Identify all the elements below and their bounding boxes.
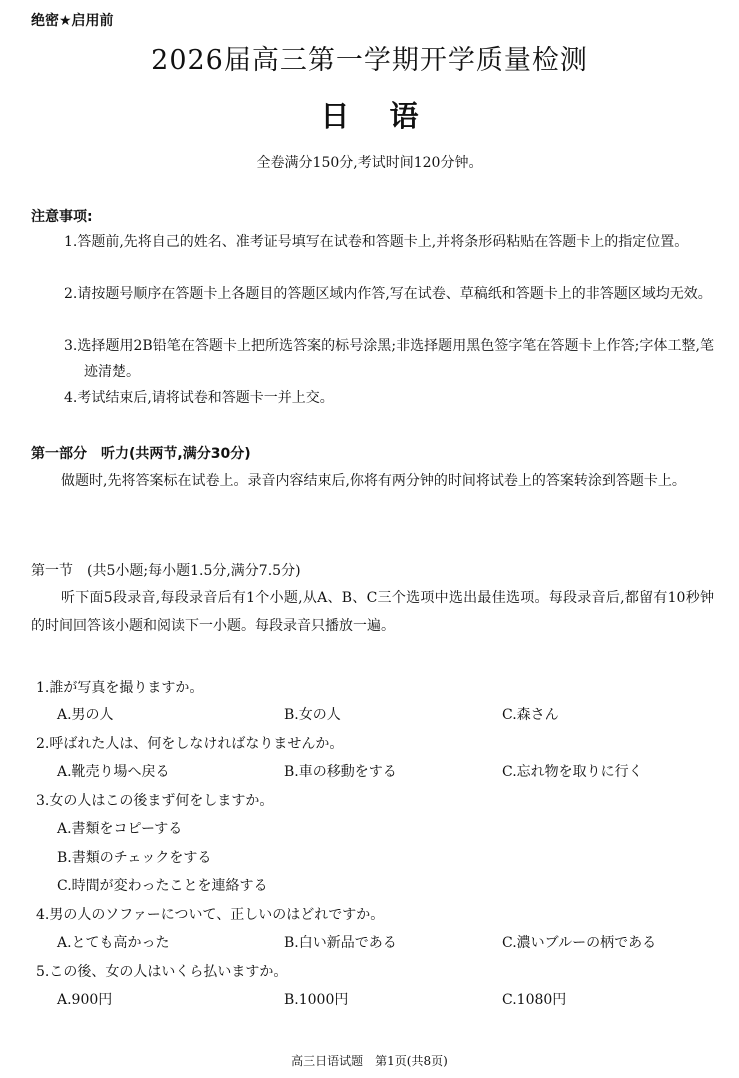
option-4a: A.とても高かった [57, 935, 170, 951]
option-2b: B.車の移動をする [284, 764, 397, 780]
part1-instruction: 做题时,先将答案标在试卷上。录音内容结束后,你将有两分钟的时间将试卷上的答案转涂到答题卡上。 [61, 473, 686, 489]
page-footer: 高三日语试题 第1页(共8页) [291, 1054, 448, 1068]
subject-title: 日语 [320, 99, 459, 133]
option-4c: C.濃いブルーの柄である [502, 935, 657, 951]
option-5c: C.1080円 [502, 992, 567, 1008]
option-3c: C.時間が変わったことを連絡する [57, 878, 268, 894]
option-5b: B.1000円 [284, 992, 349, 1008]
notice-item: 4.考试结束后,请将试卷和答题卡一并上交。 [64, 390, 334, 406]
notice-item: 3.选择题用2B铅笔在答题卡上把所选答案的标号涂黑;非选择题用黑色签字笔在答题卡上作答;字体工整,笔迹清楚。 [64, 338, 714, 380]
part1-heading: 第一部分 听力(共两节,满分30分) [31, 446, 251, 462]
option-3b: B.書類のチェックをする [57, 850, 212, 866]
question-3: 3.女の人はこの後まず何をしますか。 [36, 793, 274, 809]
option-1b: B.女の人 [284, 707, 341, 723]
notice-item: 1.答题前,先将自己的姓名、准考证号填写在试卷和答题卡上,并将条形码粘贴在答题卡上的指定位置。 [64, 234, 689, 250]
exam-title: 2026届高三第一学期开学质量检测 [151, 45, 588, 76]
option-2a: A.靴売り場へ戻る [57, 764, 170, 780]
option-4b: B.白い新品である [284, 935, 397, 951]
option-3a: A.書類をコピーする [57, 821, 183, 837]
exam-meta: 全卷满分150分,考试时间120分钟。 [256, 155, 483, 171]
section1-instruction: 听下面5段录音,每段录音后有1个小题,从A、B、C三个选项中选出最佳选项。每段录音后,都留有10秒钟的时间回答该小题和阅读下一小题。每段录音只播放一遍。 [31, 590, 714, 634]
option-5a: A.900円 [57, 992, 113, 1008]
option-1a: A.男の人 [57, 707, 114, 723]
option-2c: C.忘れ物を取りに行く [502, 764, 643, 780]
question-1: 1.誰が写真を撮りますか。 [36, 680, 204, 696]
question-5: 5.この後、女の人はいくら払いますか。 [36, 964, 288, 980]
option-1c: C.森さん [502, 707, 559, 723]
question-4: 4.男の人のソファーについて、正しいのはどれですか。 [36, 907, 385, 923]
confidential-label: 绝密★启用前 [31, 13, 114, 29]
notice-heading: 注意事项: [31, 209, 93, 225]
question-2: 2.呼ばれた人は、何をしなければなりませんか。 [36, 736, 344, 752]
section1-heading: 第一节 (共5小题;每小题1.5分,满分7.5分) [31, 563, 301, 579]
notice-item: 2.请按题号顺序在答题卡上各题目的答题区域内作答,写在试卷、草稿纸和答题卡上的非答题区域均无效。 [64, 286, 712, 302]
